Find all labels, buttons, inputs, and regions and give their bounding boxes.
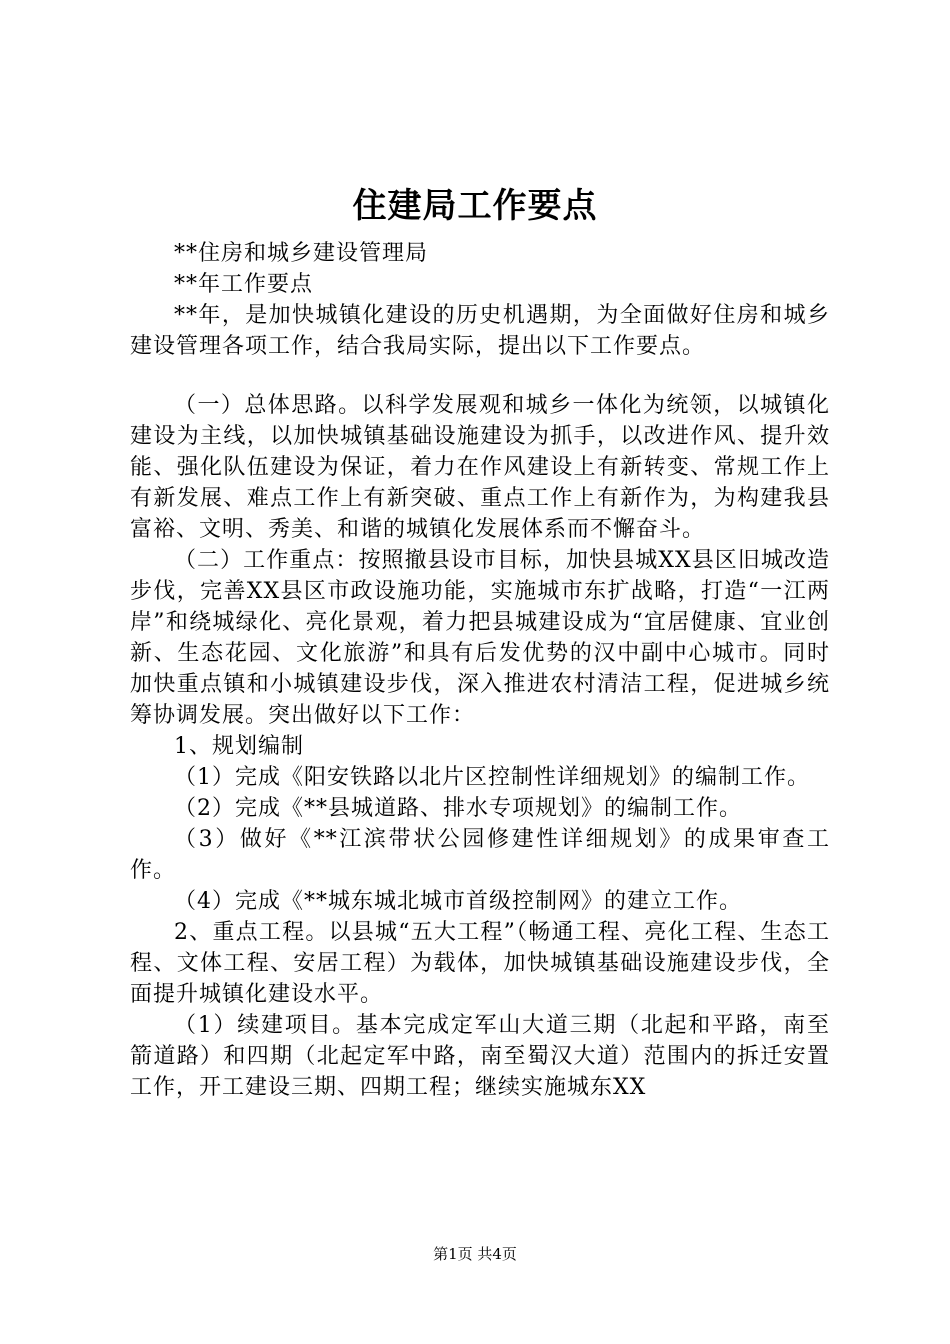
paragraph-org-name: **住房和城乡建设管理局 bbox=[174, 241, 429, 266]
paragraph-continuing-projects: （1）续建项目。基本完成定军山大道三期（北起和平路，南至箭道路）和四期（北起定军中路，南至蜀汉大道）范围内的拆迁安置工作，开工建设三期、四期工程；继续实施城东XX bbox=[130, 1013, 830, 1100]
paragraph-subtitle: **年工作要点 bbox=[174, 272, 314, 297]
paragraph-planning-item-2: （2）完成《**县城道路、排水专项规划》的编制工作。 bbox=[174, 796, 742, 821]
paragraph-work-focus: （二）工作重点：按照撤县设市目标，加快县城XX县区旧城改造步伐，完善XX县区市政设施功能，实施城市东扩战略，打造“一江两岸”和绕城绿化、亮化景观，着力把县城建设成为“宜居健康、宜业创新、生态花园、文化旅游”和具有后发优势的汉中副中心城市。同时加快重点镇和小城镇建设步伐，深入推进农村清洁工程，促进城乡统筹协调发展。突出做好以下工作： bbox=[130, 548, 830, 728]
page-footer: 第1页 共4页 bbox=[433, 1245, 517, 1263]
document-body bbox=[130, 238, 830, 1103]
document-title: 住建局工作要点 bbox=[352, 186, 598, 226]
paragraph-planning-item-4: （4）完成《**城东城北城市首级控制网》的建立工作。 bbox=[174, 889, 742, 914]
paragraph-key-projects: 2、重点工程。以县城“五大工程”（畅通工程、亮化工程、生态工程、文体工程、安居工程）为载体，加快城镇基础设施建设步伐，全面提升城镇化建设水平。 bbox=[130, 920, 830, 1007]
paragraph-planning-heading: 1、规划编制 bbox=[174, 734, 304, 759]
paragraph-overall-idea: （一）总体思路。以科学发展观和城乡一体化为统领，以城镇化建设为主线，以加快城镇基础设施建设为抓手，以改进作风、提升效能、强化队伍建设为保证，着力在作风建设上有新转变、常规工作上有新发展、难点工作上有新突破、重点工作上有新作为，为构建我县富裕、文明、秀美、和谐的城镇化发展体系而不懈奋斗。 bbox=[130, 393, 830, 542]
paragraph-planning-item-1: （1）完成《阳安铁路以北片区控制性详细规划》的编制工作。 bbox=[174, 765, 810, 790]
paragraph-intro: **年，是加快城镇化建设的历史机遇期，为全面做好住房和城乡建设管理各项工作，结合我局实际，提出以下工作要点。 bbox=[130, 303, 830, 359]
paragraph-planning-item-3: （3）做好《**江滨带状公园修建性详细规划》的成果审查工作。 bbox=[130, 827, 830, 883]
